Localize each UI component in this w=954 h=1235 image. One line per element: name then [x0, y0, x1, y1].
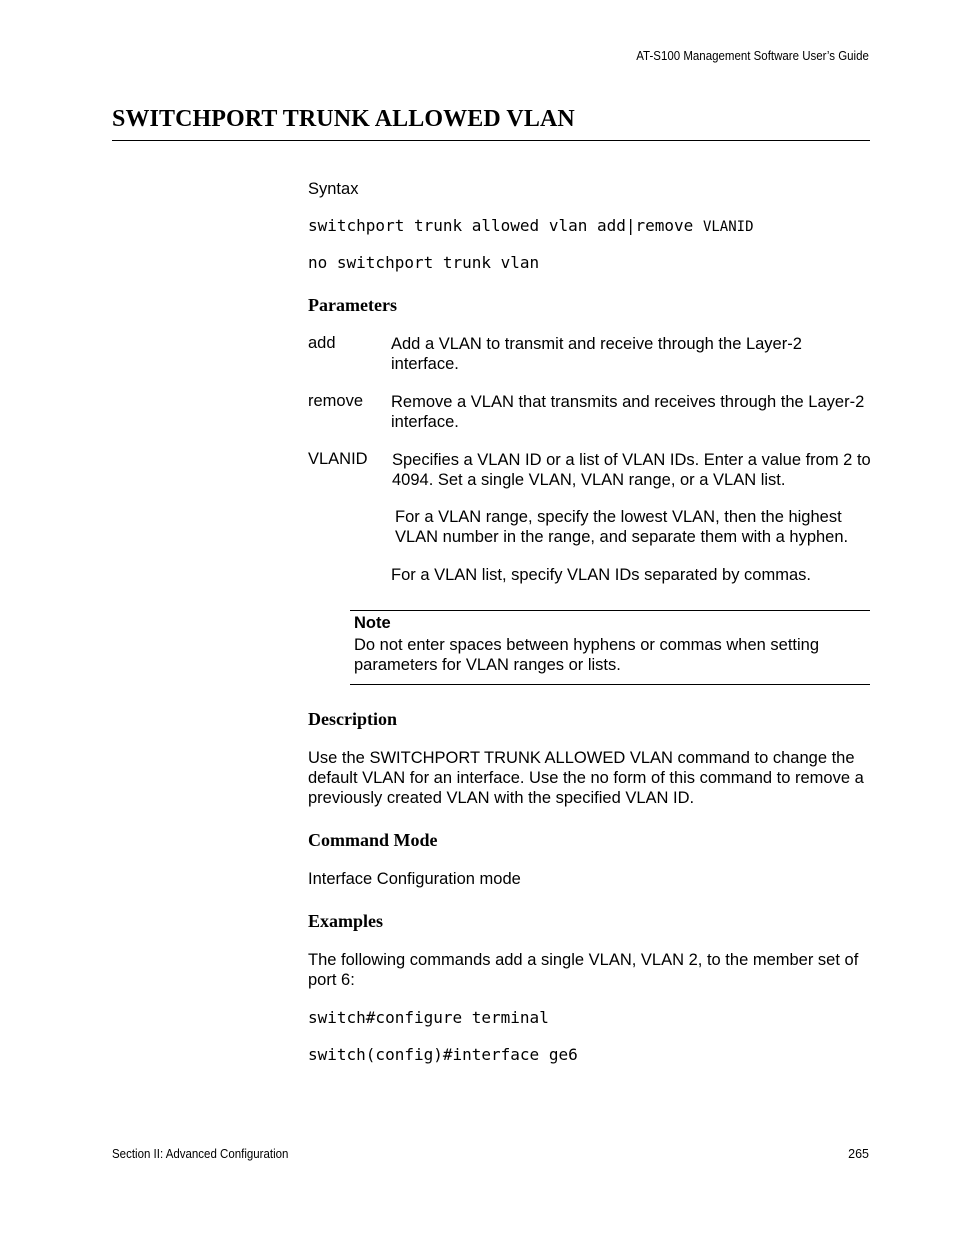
description-heading: Description	[308, 709, 397, 729]
command-mode-heading: Command Mode	[308, 830, 438, 850]
param-desc-vlanid: Specifies a VLAN ID or a list of VLAN IDs. Enter a value from 2 to 4094. Set a single VLAN, VLAN range, or a VLAN list.	[392, 451, 871, 489]
example-command-2: switch(config)#interface ge6	[308, 1045, 578, 1064]
note-bottom-rule	[350, 684, 870, 685]
example-command-1: switch#configure terminal	[308, 1008, 549, 1027]
page-number: 265	[848, 1147, 869, 1161]
syntax-command: switchport trunk allowed vlan add|remove	[308, 216, 703, 235]
page-title: SWITCHPORT TRUNK ALLOWED VLAN	[112, 106, 575, 132]
examples-intro: The following commands add a single VLAN, VLAN 2, to the member set of port 6:	[308, 951, 859, 989]
param-term-vlanid: VLANID	[308, 450, 368, 468]
command-mode-text: Interface Configuration mode	[308, 870, 521, 888]
param-desc-remove: Remove a VLAN that transmits and receives through the Layer-2 interface.	[391, 393, 865, 431]
syntax-line-2: no switchport trunk vlan	[308, 253, 540, 272]
note-text: Do not enter spaces between hyphens or commas when setting parameters for VLAN ranges or lists.	[354, 636, 820, 674]
examples-heading: Examples	[308, 911, 384, 931]
vlanid-range-text: For a VLAN range, specify the lowest VLAN, then the highest VLAN number in the range, and separate them with a hyphen.	[395, 508, 849, 546]
note-title: Note	[354, 614, 391, 632]
syntax-label: Syntax	[308, 180, 359, 198]
parameters-heading: Parameters	[308, 295, 397, 315]
title-rule	[112, 140, 870, 141]
param-desc-add: Add a VLAN to transmit and receive through the Layer-2 interface.	[391, 335, 802, 373]
running-header: AT-S100 Management Software User’s Guide	[636, 49, 869, 63]
syntax-line-1	[308, 216, 754, 235]
footer-section: Section II: Advanced Configuration	[112, 1147, 289, 1161]
description-text: Use the SWITCHPORT TRUNK ALLOWED VLAN command to change the default VLAN for an interface. Use the no form of this command to remove a previously created VLAN with the specified VLAN ID.	[308, 749, 864, 807]
note-top-rule	[350, 610, 870, 611]
param-term-remove: remove	[308, 392, 364, 410]
vlanid-list-text: For a VLAN list, specify VLAN IDs separated by commas.	[391, 566, 811, 584]
syntax-param: VLANID	[702, 219, 754, 235]
param-term-add: add	[308, 334, 336, 352]
